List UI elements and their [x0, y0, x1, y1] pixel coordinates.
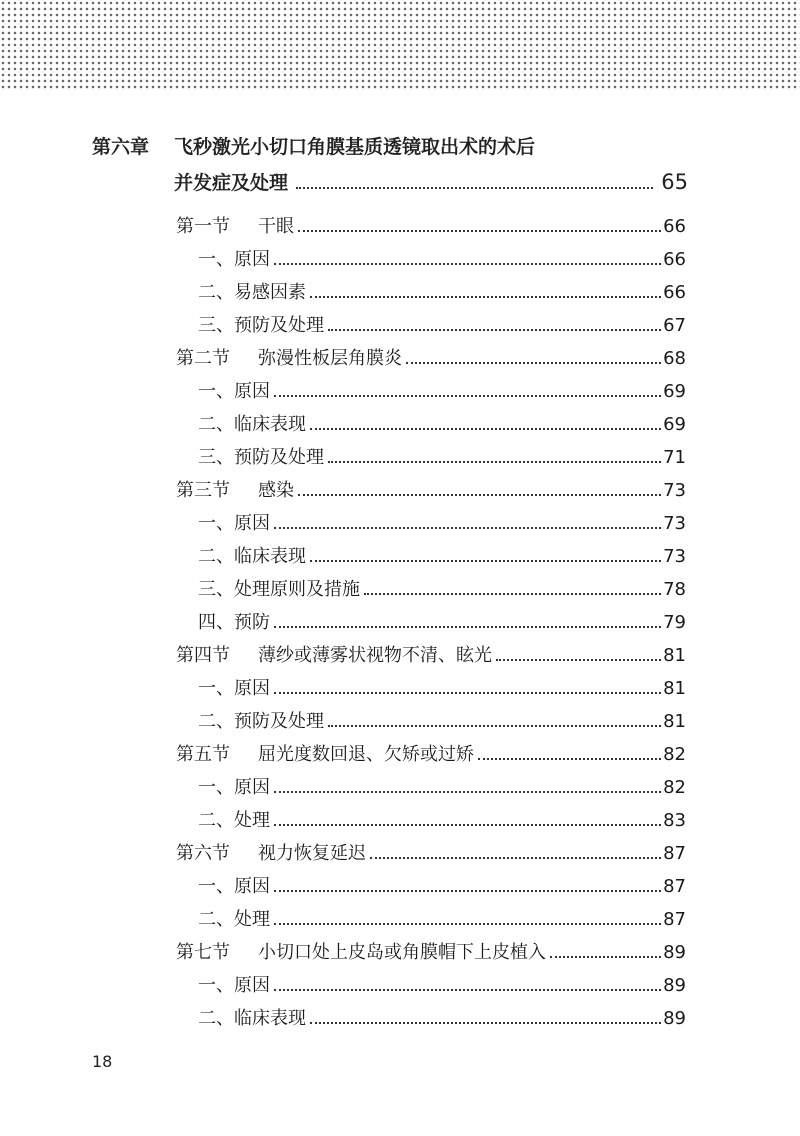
toc-entry-label: [176, 210, 294, 243]
toc-entry-label: [176, 375, 270, 408]
toc-page-number: 79: [663, 612, 686, 633]
toc-page-number: 73: [663, 513, 686, 534]
toc-subentry[interactable]: [176, 276, 686, 309]
toc-entry-title: 干眼: [258, 216, 294, 237]
dot-leader: [328, 461, 661, 463]
dot-leader: [298, 230, 661, 232]
dot-leader: [274, 626, 661, 628]
toc-entry-title: 视力恢复延迟: [258, 843, 366, 864]
toc-entry-label: [176, 540, 306, 573]
section-number: 第四节: [176, 645, 230, 666]
table-of-contents: [176, 210, 686, 1035]
toc-page-number: 66: [663, 282, 686, 303]
toc-subentry[interactable]: [176, 804, 686, 837]
dot-leader: [406, 362, 661, 364]
toc-entry-title: 薄纱或薄雾状视物不清、眩光: [258, 645, 492, 666]
dot-leader: [310, 1022, 661, 1024]
toc-entry-title: 弥漫性板层角膜炎: [258, 348, 402, 369]
toc-entry-label: [176, 309, 324, 342]
toc-entry-label: [176, 474, 294, 507]
dot-leader: [364, 593, 661, 595]
dot-leader: [274, 989, 661, 991]
toc-subentry[interactable]: [176, 408, 686, 441]
toc-subentry[interactable]: [176, 309, 686, 342]
toc-entry-title: 屈光度数回退、欠矫或过矫: [258, 744, 474, 765]
toc-page-number: 89: [663, 975, 686, 996]
toc-entry-label: [176, 705, 324, 738]
toc-page-number: 73: [663, 546, 686, 567]
toc-page-number: 87: [663, 909, 686, 930]
toc-subentry[interactable]: [176, 771, 686, 804]
dot-leader: [274, 395, 661, 397]
toc-section-entry[interactable]: [176, 474, 686, 507]
toc-entry-label: [176, 738, 474, 771]
toc-entry-title: 二、处理: [198, 909, 270, 930]
toc-page-number: 87: [663, 843, 686, 864]
toc-entry-title: 一、原因: [198, 876, 270, 897]
toc-entry-label: [176, 243, 270, 276]
chapter-title-line2: 并发症及处理: [174, 172, 289, 194]
dot-leader: [274, 824, 661, 826]
toc-entry-title: 二、临床表现: [198, 546, 306, 567]
toc-entry-label: [176, 672, 270, 705]
toc-subentry[interactable]: [176, 705, 686, 738]
toc-section-entry[interactable]: [176, 342, 686, 375]
toc-subentry[interactable]: [176, 441, 686, 474]
dot-leader: [274, 923, 661, 925]
toc-entry-title: 一、原因: [198, 975, 270, 996]
dot-leader: [298, 494, 661, 496]
dot-leader: [310, 560, 661, 562]
toc-page-number: 78: [663, 579, 686, 600]
toc-page-number: 89: [663, 942, 686, 963]
toc-entry-title: 感染: [258, 480, 294, 501]
toc-subentry[interactable]: [176, 903, 686, 936]
toc-subentry[interactable]: [176, 606, 686, 639]
toc-entry-label: [176, 969, 270, 1002]
toc-subentry[interactable]: [176, 870, 686, 903]
toc-page-number: 68: [663, 348, 686, 369]
chapter-heading: [92, 130, 688, 198]
toc-entry-label: [176, 342, 402, 375]
toc-entry-label: [176, 408, 306, 441]
chapter-title-line1: 飞秒激光小切口角膜基质透镜取出术的术后: [174, 135, 536, 158]
toc-entry-label: [176, 837, 366, 870]
toc-subentry[interactable]: [176, 672, 686, 705]
dot-leader: [496, 659, 661, 661]
toc-entry-title: 二、临床表现: [198, 414, 306, 435]
section-number: 第七节: [176, 942, 230, 963]
toc-page-number: 82: [663, 777, 686, 798]
section-number: 第六节: [176, 843, 230, 864]
toc-page-number: 66: [663, 249, 686, 270]
dot-leader: [310, 428, 661, 430]
dot-leader: [478, 758, 661, 760]
toc-entry-label: [176, 573, 360, 606]
chapter-entry[interactable]: [174, 168, 688, 198]
toc-entry-title: 三、处理原则及措施: [198, 579, 360, 600]
toc-page-number: 87: [663, 876, 686, 897]
toc-page-number: 89: [663, 1008, 686, 1029]
toc-page-number: 81: [663, 645, 686, 666]
dot-leader: [274, 527, 661, 529]
toc-section-entry[interactable]: [176, 837, 686, 870]
toc-entry-title: 二、易感因素: [198, 282, 306, 303]
toc-subentry[interactable]: [176, 243, 686, 276]
chapter-page: 65: [661, 170, 688, 194]
toc-entry-label: [176, 639, 492, 672]
toc-page-number: 69: [663, 381, 686, 402]
toc-section-entry[interactable]: [176, 210, 686, 243]
toc-entry-label: [176, 1002, 306, 1035]
toc-subentry[interactable]: [176, 375, 686, 408]
toc-entry-title: 一、原因: [198, 249, 270, 270]
toc-entry-label: [176, 441, 324, 474]
toc-page-number: 71: [663, 447, 686, 468]
chapter-label: 第六章: [92, 135, 150, 158]
toc-page-number: 83: [663, 810, 686, 831]
section-number: 第三节: [176, 480, 230, 501]
dot-leader: [328, 725, 661, 727]
toc-entry-label: [176, 804, 270, 837]
dot-leader: [274, 791, 661, 793]
toc-entry-label: [176, 936, 546, 969]
toc-section-entry[interactable]: [176, 936, 686, 969]
dot-leader: [274, 263, 661, 265]
toc-entry-title: 三、预防及处理: [198, 447, 324, 468]
toc-section-entry[interactable]: [176, 738, 686, 771]
toc-entry-label: [176, 870, 270, 903]
section-number: 第五节: [176, 744, 230, 765]
toc-page-number: 81: [663, 678, 686, 699]
dotted-header-band: [0, 0, 800, 90]
toc-page-number: 66: [663, 216, 686, 237]
toc-entry-label: [176, 903, 270, 936]
toc-entry-title: 二、预防及处理: [198, 711, 324, 732]
toc-section-entry[interactable]: [176, 639, 686, 672]
toc-entry-title: 一、原因: [198, 381, 270, 402]
toc-subentry[interactable]: [176, 573, 686, 606]
toc-entry-title: 四、预防: [198, 612, 270, 633]
dot-leader: [550, 956, 661, 958]
toc-page-number: 73: [663, 480, 686, 501]
toc-entry-title: 二、处理: [198, 810, 270, 831]
toc-subentry[interactable]: [176, 540, 686, 573]
dot-leader: [296, 187, 653, 189]
dot-leader: [328, 329, 661, 331]
toc-entry-label: [176, 276, 306, 309]
toc-entry-label: [176, 507, 270, 540]
toc-entry-title: 一、原因: [198, 678, 270, 699]
toc-page-number: 82: [663, 744, 686, 765]
toc-page-number: 81: [663, 711, 686, 732]
section-number: 第二节: [176, 348, 230, 369]
toc-entry-label: [176, 606, 270, 639]
toc-entry-label: [176, 771, 270, 804]
dot-leader: [274, 692, 661, 694]
toc-page-number: 67: [663, 315, 686, 336]
toc-entry-title: 一、原因: [198, 777, 270, 798]
toc-subentry[interactable]: [176, 507, 686, 540]
toc-page-number: 69: [663, 414, 686, 435]
dot-leader: [370, 857, 661, 859]
dot-leader: [310, 296, 661, 298]
toc-subentry[interactable]: [176, 969, 686, 1002]
page-number: 18: [92, 1052, 113, 1071]
toc-entry-title: 三、预防及处理: [198, 315, 324, 336]
toc-subentry[interactable]: [176, 1002, 686, 1035]
toc-entry-title: 二、临床表现: [198, 1008, 306, 1029]
section-number: 第一节: [176, 216, 230, 237]
toc-entry-title: 小切口处上皮岛或角膜帽下上皮植入: [258, 942, 546, 963]
dot-leader: [274, 890, 661, 892]
toc-entry-title: 一、原因: [198, 513, 270, 534]
